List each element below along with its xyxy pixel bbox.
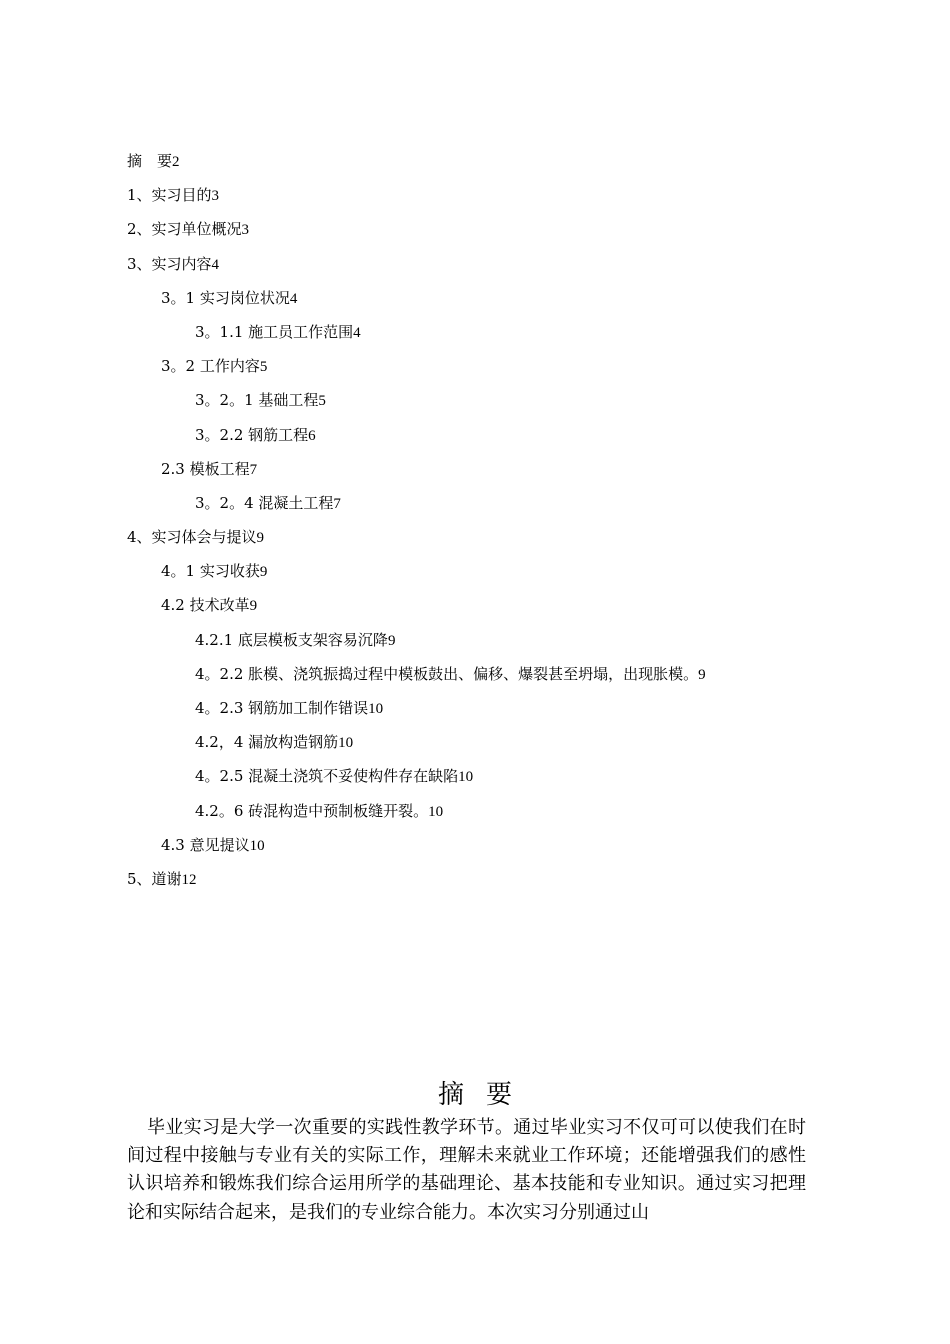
abstract-paragraph: 毕业实习是大学一次重要的实践性教学环节。通过毕业实习不仅可可以使我们在时间过程中接触与专业有关的实际工作，理解未来就业工作环境；还能增强我们的感性认识培养和锻炼我们综合运用所学的基础理论、基本技能和专业知识。通过实习把理论和实际结合起来，是我们的专业综合能力。本次实习分别通过山: [127, 1117, 806, 1223]
toc-entry-abstract[interactable]: 摘 要2: [127, 152, 180, 170]
toc-entry-3[interactable]: 3、实习内容4: [127, 254, 220, 273]
toc-entry-4-2[interactable]: 4.2 技术改革9: [161, 596, 258, 615]
toc-entry-4-2-3[interactable]: 4。2.3 钢筋加工制作错误10: [195, 699, 384, 717]
toc-entry-3-1-1[interactable]: 3。1.1 施工员工作范围4: [195, 322, 361, 341]
toc-entry-2[interactable]: 2、实习单位概况3: [127, 220, 250, 239]
toc-entry-3-1[interactable]: 3。1 实习岗位状况4: [161, 288, 298, 307]
toc-entry-3-2[interactable]: 3。2 工作内容5: [161, 357, 268, 376]
toc-entry-2-3[interactable]: 2.3 模板工程7: [161, 459, 258, 478]
toc-entry-4[interactable]: 4、实习体会与提议9: [127, 528, 265, 547]
toc-entry-3-2-4[interactable]: 3。2。4 混凝土工程7: [195, 493, 341, 512]
toc-entry-4-2-2[interactable]: 4。2.2 胀模、浇筑振捣过程中模板鼓出、偏移、爆裂甚至坍塌，出现胀模。9: [195, 664, 706, 683]
abstract-heading: 摘要: [437, 1080, 534, 1110]
toc-entry-4-1[interactable]: 4。1 实习收获9: [161, 562, 268, 581]
table-of-contents: [127, 150, 827, 902]
toc-entry-4-2-6[interactable]: 4.2。6 砖混构造中预制板缝开裂。10: [195, 801, 444, 820]
toc-entry-4-3[interactable]: 4.3 意见提议10: [161, 835, 265, 854]
toc-entry-4-2-1[interactable]: 4.2.1 底层模板支架容易沉降9: [195, 630, 396, 649]
toc-entry-4-2-5[interactable]: 4。2.5 混凝土浇筑不妥使构件存在缺陷10: [195, 767, 474, 786]
toc-entry-4-2-4[interactable]: 4.2，4 漏放构造钢筋10: [195, 733, 354, 752]
toc-entry-1[interactable]: 1、实习目的3: [127, 186, 220, 205]
toc-entry-5[interactable]: 5、道谢12: [127, 869, 197, 888]
toc-entry-3-2-2[interactable]: 3。2.2 钢筋工程6: [195, 425, 316, 444]
toc-entry-3-2-1[interactable]: 3。2。1 基础工程5: [195, 391, 326, 410]
